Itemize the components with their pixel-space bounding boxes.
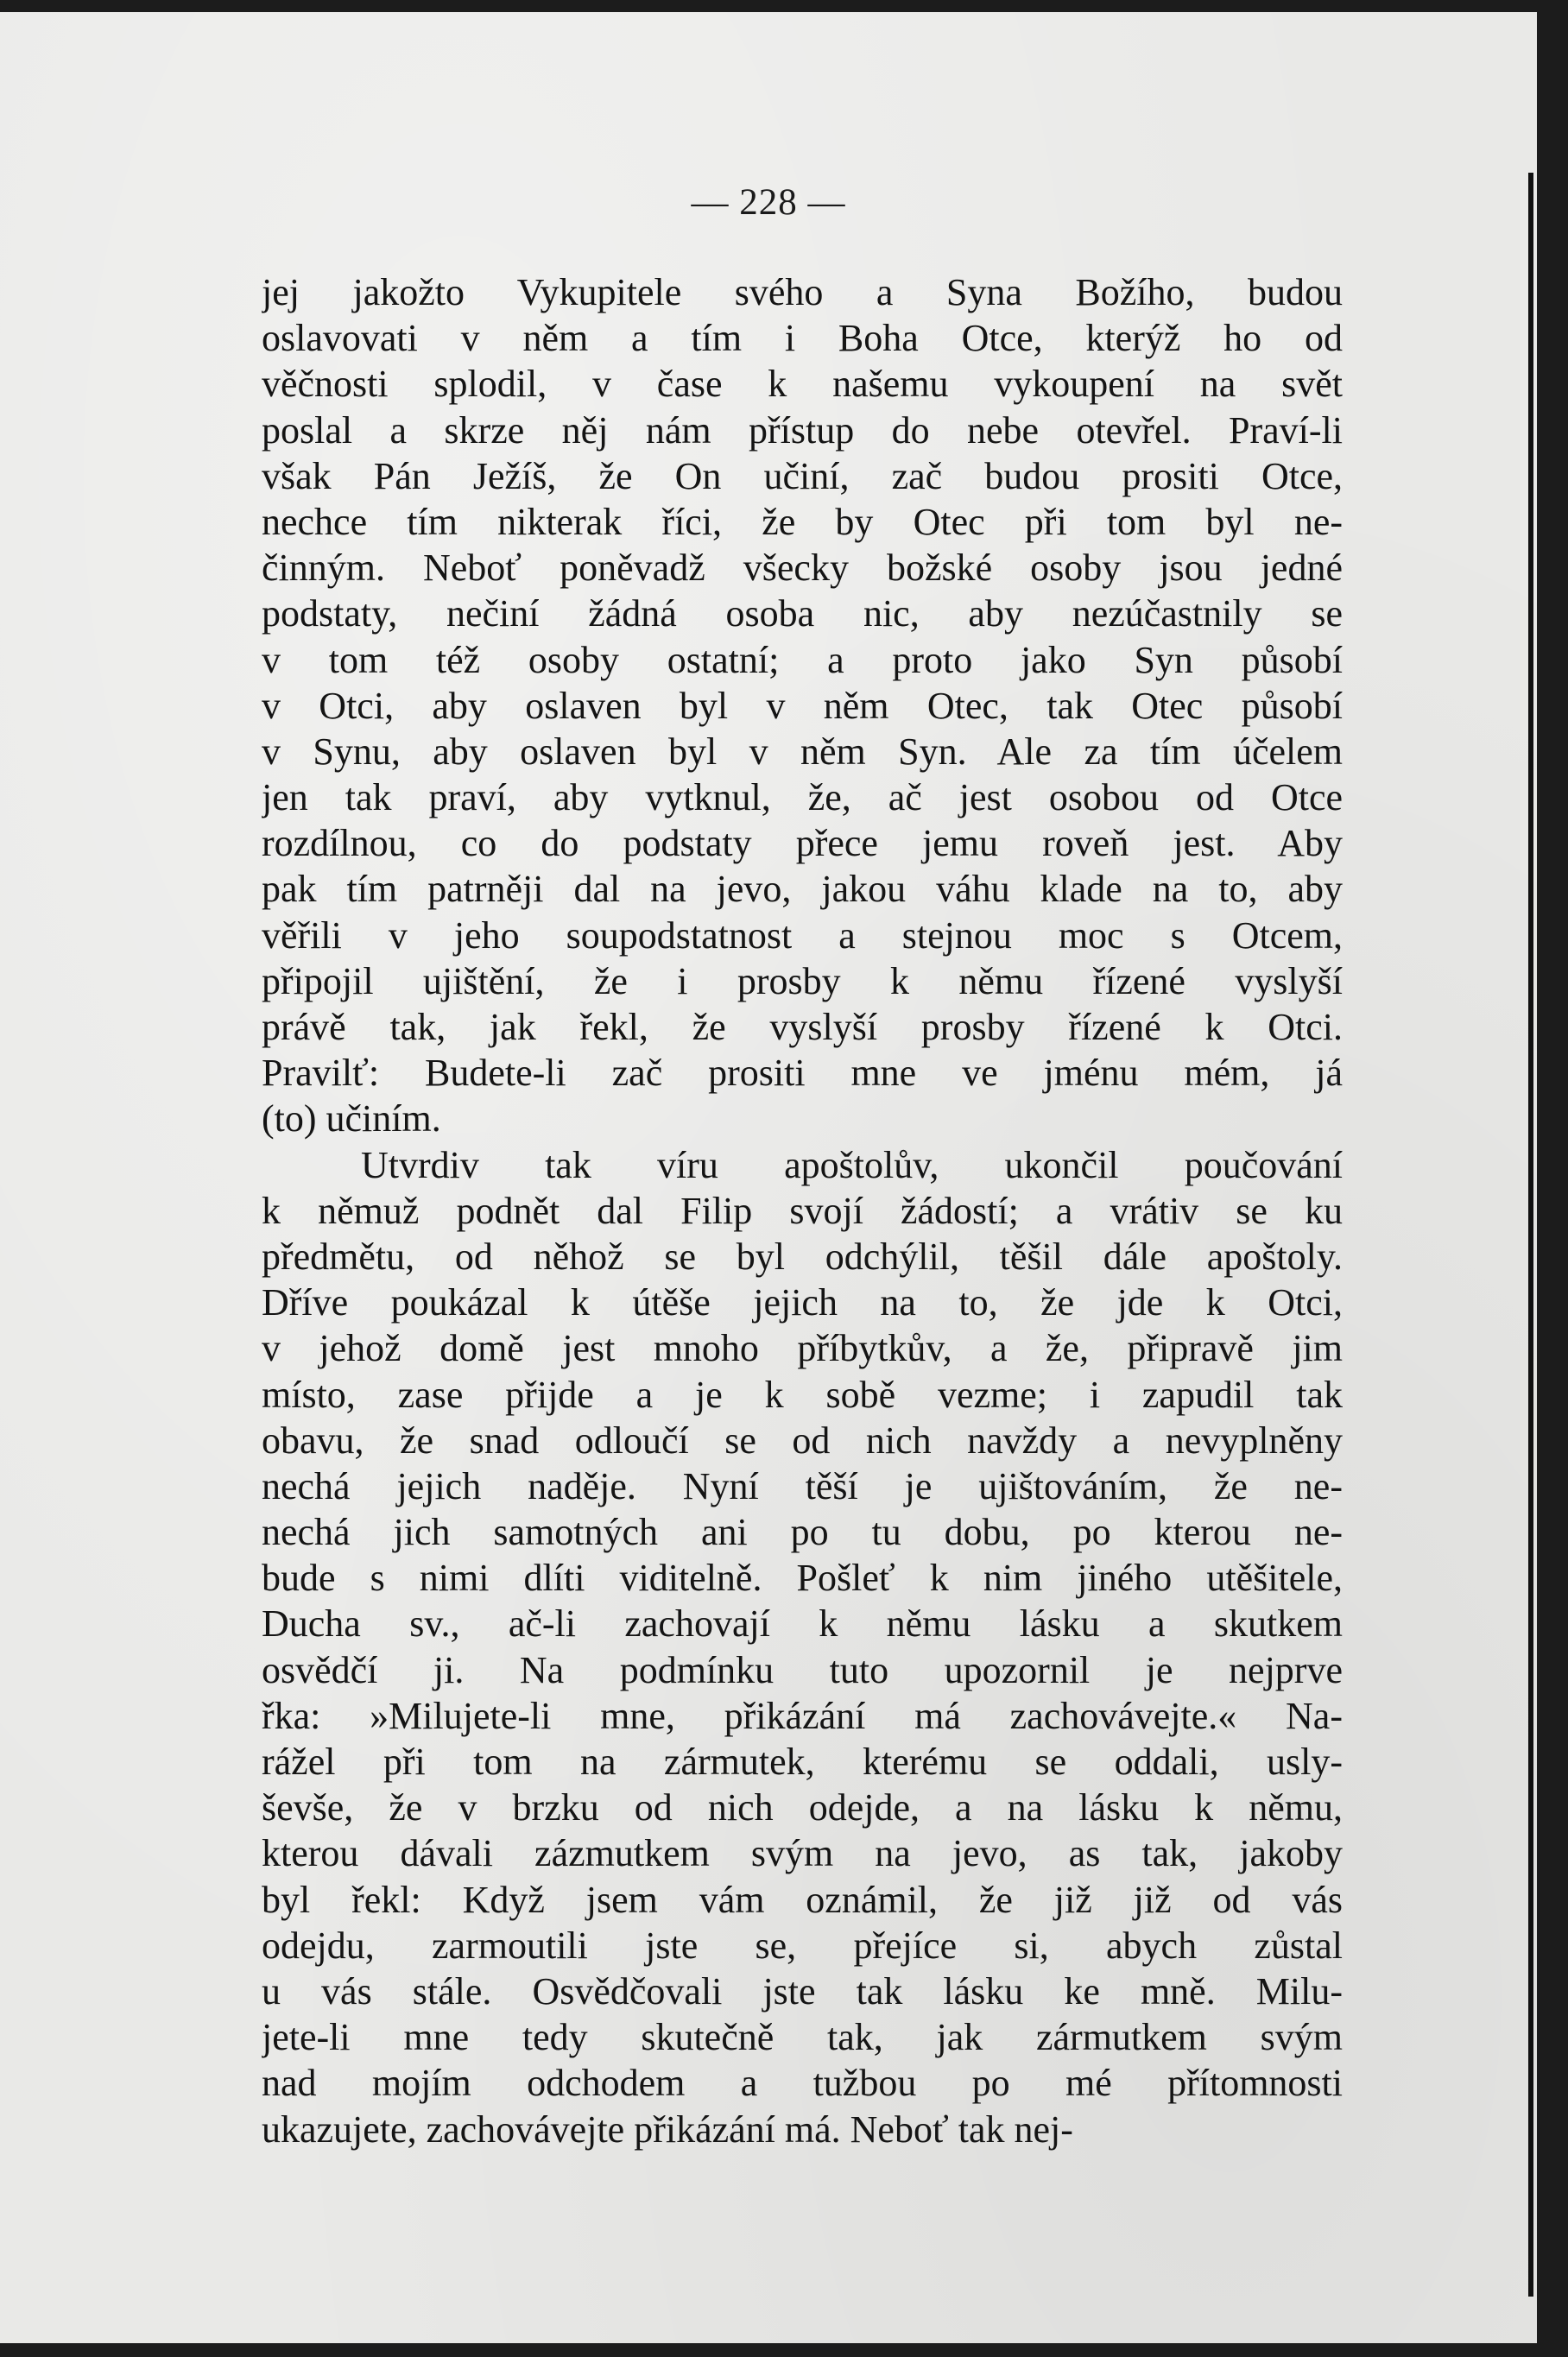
text-line: v Otci, aby oslaven byl v něm Otec, tak Otec působí	[262, 684, 1343, 727]
text-line: právě tak, jak řekl, že vyslyší prosby řízené k Otci.	[262, 1006, 1343, 1048]
text-line: jete-li mne tedy skutečně tak, jak zármutkem svým	[262, 2016, 1343, 2059]
text-line: rážel při tom na zármutek, kterému se oddali, usly-	[262, 1741, 1343, 1783]
text-line: u vás stále. Osvědčovali jste tak lásku ke mně. Milu-	[262, 1969, 1343, 2013]
text-line: odejdu, zarmoutili jste se, přejíce si, abych zůstal	[262, 1924, 1343, 1967]
text-line: však Pán Ježíš, že On učiní, zač budou prositi Otce,	[262, 454, 1343, 497]
text-line: nad mojím odchodem a tužbou po mé přítomnosti	[262, 2062, 1343, 2105]
text-line: předmětu, od něhož se byl odchýlil, těšil dále apoštoly.	[262, 1235, 1343, 1278]
text-line: poslal a skrze něj nám přístup do nebe otevřel. Praví-li	[262, 408, 1343, 452]
text-line: Pravilť: Budete-li zač prositi mne ve jménu mém, já	[262, 1052, 1343, 1095]
text-line: nechá jejich naděje. Nyní těší je ujištováním, že ne-	[262, 1464, 1343, 1507]
text-line: místo, zase přijde a je k sobě vezme; i zapudil tak	[262, 1373, 1343, 1416]
text-line: v Synu, aby oslaven byl v něm Syn. Ale za tím účelem	[262, 730, 1343, 773]
text-line: v tom též osoby ostatní; a proto jako Syn působí	[262, 638, 1343, 681]
paper-sheet	[0, 12, 1537, 2343]
text-line: Utvrdiv tak víru apoštolův, ukončil poučování	[361, 1143, 1343, 1186]
text-line: jej jakožto Vykupitele svého a Syna Božího, budou	[262, 271, 1343, 313]
text-line: řka: »Milujete-li mne, přikázání má zachovávejte.« Na-	[262, 1694, 1343, 1737]
page-number: — 228 —	[691, 182, 846, 223]
text-line: obavu, že snad odloučí se od nich navždy a nevyplněny	[262, 1419, 1343, 1462]
text-line: ukazujete, zachovávejte přikázání má. Neboť tak nej-	[262, 2107, 1073, 2151]
text-line: věčnosti splodil, v čase k našemu vykoupení na svět	[262, 363, 1343, 406]
text-line: v jehož domě jest mnoho příbytkův, a že, připravě jim	[262, 1327, 1343, 1370]
page-edge-shadow	[1528, 173, 1533, 2297]
text-line: činným. Neboť poněvadž všecky božské osoby jsou jedné	[262, 547, 1343, 590]
text-line: rozdílnou, co do podstaty přece jemu roveň jest. Aby	[262, 822, 1343, 865]
text-line: ševše, že v brzku od nich odejde, a na lásku k němu,	[262, 1786, 1343, 1829]
text-line: bude s nimi dlíti viditelně. Pošleť k nim jiného utěšitele,	[262, 1557, 1343, 1600]
text-line: Dříve poukázal k útěše jejich na to, že jde k Otci,	[262, 1281, 1343, 1324]
text-line: pak tím patrněji dal na jevo, jakou váhu klade na to, aby	[262, 868, 1343, 911]
text-line: věřili v jeho soupodstatnost a stejnou moc s Otcem,	[262, 913, 1343, 957]
text-line: podstaty, nečiní žádná osoba nic, aby nezúčastnily se	[262, 592, 1343, 635]
text-line: jen tak praví, aby vytknul, že, ač jest osobou od Otce	[262, 776, 1343, 819]
text-line: Ducha sv., ač-li zachovají k němu lásku a skutkem	[262, 1602, 1343, 1646]
text-line: (to) učiním.	[262, 1097, 441, 1141]
body-text	[262, 269, 1343, 2152]
text-line: kterou dávali zázmutkem svým na jevo, as tak, jakoby	[262, 1832, 1343, 1875]
text-line: byl řekl: Když jsem vám oznámil, že již již od vás	[262, 1878, 1343, 1921]
text-line: nechce tím nikterak říci, že by Otec při tom byl ne-	[262, 500, 1343, 543]
text-line: k němuž podnět dal Filip svojí žádostí; a vrátiv se ku	[262, 1189, 1343, 1232]
text-line: oslavovati v něm a tím i Boha Otce, kterýž ho od	[262, 317, 1343, 360]
text-line: připojil ujištění, že i prosby k němu řízené vyslyší	[262, 959, 1343, 1002]
text-line: nechá jich samotných ani po tu dobu, po kterou ne-	[262, 1511, 1343, 1554]
text-line: osvědčí ji. Na podmínku tuto upozornil je nejprve	[262, 1648, 1343, 1691]
